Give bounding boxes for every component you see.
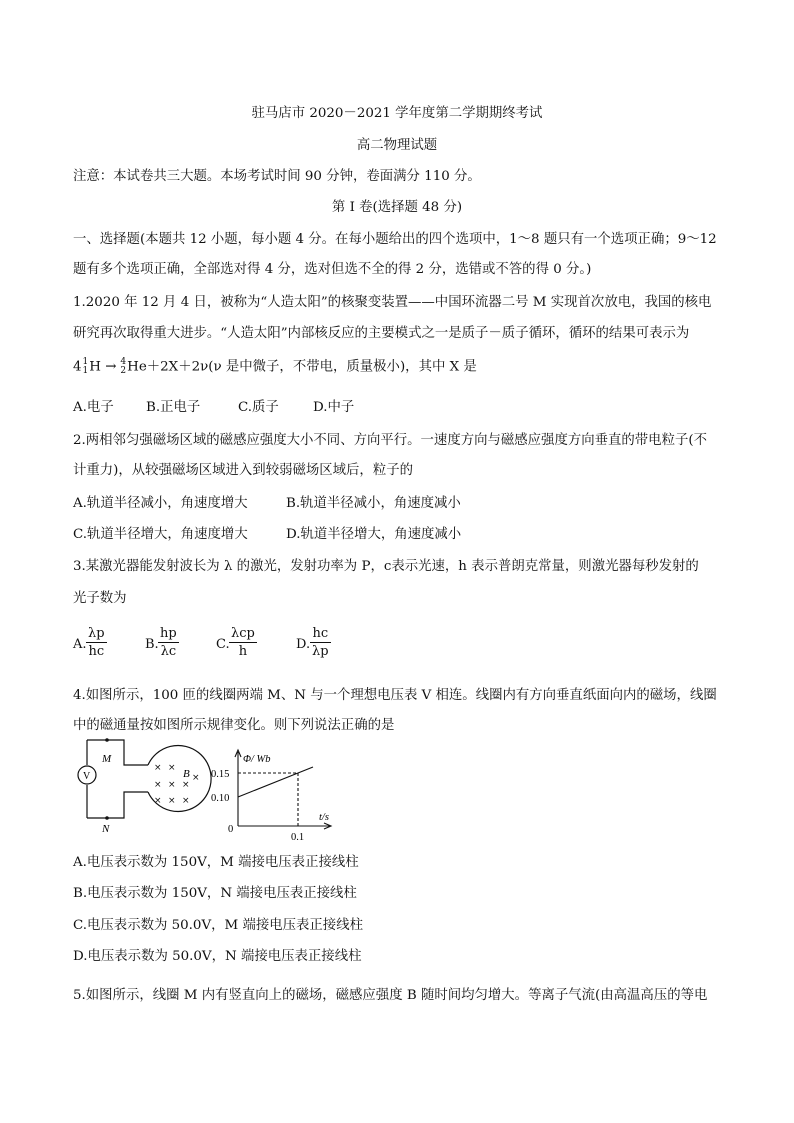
q1-line-1: 1.2020 年 12 月 4 日，被称为“人造太阳”的核聚变装置——中国环流器二号 M 实现首次放电，我国的核电 xyxy=(73,295,712,310)
q2-option-c[interactable]: C.轨道半径增大，角速度增大 xyxy=(73,527,248,542)
q1-option-a[interactable]: A.电子 xyxy=(73,400,114,415)
q3-option-c-numerator: λcp xyxy=(231,626,255,641)
svg-text:×: × xyxy=(154,796,162,806)
q4-line-1: 4.如图所示，100 匝的线圈两端 M、N 与一个理想电压表 V 相连。线圈内有方向垂直纸面向内的磁场，线圈 xyxy=(73,688,717,703)
section-instruction-1: 一、选择题(本题共 12 小题，每小题 4 分。在每小题给出的四个选项中，1～8 题只有一个选项正确；9～12 xyxy=(73,232,717,247)
svg-text:×: × xyxy=(154,780,162,790)
eq-he-mass: 4 xyxy=(120,357,127,367)
svg-text:×: × xyxy=(168,796,176,806)
y-tick-015: 0.15 xyxy=(211,769,230,780)
q3-line-2: 光子数为 xyxy=(73,591,127,606)
terminal-m-dot xyxy=(105,738,109,742)
eq-rest: He＋2X＋2ν(ν 是中微子，不带电，质量极小)，其中 X 是 xyxy=(127,359,477,375)
eq-h: H → xyxy=(89,359,117,375)
q1-line-2: 研究再次取得重大进步。“人造太阳”内部核反应的主要模式之一是质子－质子循环，循环的结果可表示为 xyxy=(73,326,690,341)
q3-option-d-label[interactable]: D. xyxy=(296,637,311,652)
origin-label: 0 xyxy=(228,824,234,835)
q3-option-b-denominator: λc xyxy=(158,642,179,659)
exam-title: 驻马店市 2020－2021 学年度第二学期期终考试 xyxy=(251,106,543,121)
q2-line-1: 2.两相邻匀强磁场区域的磁感应强度大小不同、方向平行。一速度方向与磁感应强度方向垂直的带电粒子(不 xyxy=(73,433,707,448)
q5-line-1: 5.如图所示，线圈 M 内有竖直向上的磁场，磁感应强度 B 随时间均匀增大。等离子气流(由高温高压的等电 xyxy=(73,988,708,1003)
q2-line-2: 计重力)，从较强磁场区域进入到较弱磁场区域后，粒子的 xyxy=(73,463,413,478)
q1-option-c[interactable]: C.质子 xyxy=(238,400,279,415)
q2-option-d[interactable]: D.轨道半径增大，角速度减小 xyxy=(286,527,462,542)
exam-notice: 注意：本试卷共三大题。本场考试时间 90 分钟，卷面满分 110 分。 xyxy=(73,169,481,184)
flux-line-extension xyxy=(298,767,313,773)
y-tick-010: 0.10 xyxy=(211,793,230,804)
q1-option-d[interactable]: D.中子 xyxy=(313,400,355,415)
q1-option-b[interactable]: B.正电子 xyxy=(146,400,201,415)
q3-option-a-numerator: λp xyxy=(88,626,105,641)
field-crosses xyxy=(154,763,200,806)
q3-option-c-label[interactable]: C. xyxy=(216,637,230,652)
wire-top xyxy=(87,740,148,765)
eq-h-charge: 1 xyxy=(82,366,89,376)
q4-option-d[interactable]: D.电压表示数为 50.0V，N 端接电压表正接线柱 xyxy=(73,949,362,964)
eq-he-charge: 2 xyxy=(120,366,127,376)
q3-option-b-label[interactable]: B. xyxy=(145,637,159,652)
svg-text:×: × xyxy=(182,796,190,806)
y-axis-label: Φ/ Wb xyxy=(243,754,271,765)
x-axis-label: t/s xyxy=(319,812,329,823)
q3-line-1: 3.某激光器能发射波长为 λ 的激光，发射功率为 P，c表示光速，h 表示普朗克常量，则激光器每秒发射的 xyxy=(73,559,699,574)
svg-text:×: × xyxy=(182,780,190,790)
q3-option-a-label[interactable]: A. xyxy=(73,637,87,652)
wire-bottom xyxy=(87,792,148,818)
terminal-n-label: N xyxy=(102,823,110,835)
field-b-label: B xyxy=(183,768,190,780)
q2-option-b[interactable]: B.轨道半径减小，角速度减小 xyxy=(286,496,461,511)
eq-coefficient: 4 xyxy=(73,359,82,375)
terminal-n-dot xyxy=(105,816,109,820)
q3-option-d-denominator: λp xyxy=(312,644,329,659)
q3-option-c-denominator: h xyxy=(229,642,257,659)
q3-option-a-denominator: hc xyxy=(86,642,107,659)
svg-text:×: × xyxy=(168,780,176,790)
x-tick-01: 0.1 xyxy=(291,832,305,843)
section-instruction-2: 题有多个选项正确，全部选对得 4 分，选对但选不全的得 2 分，选错或不答的得 0 分。) xyxy=(73,262,592,277)
q4-line-2: 中的磁通量按如图所示规律变化。则下列说法正确的是 xyxy=(73,718,395,733)
q2-option-a[interactable]: A.轨道半径减小，角速度增大 xyxy=(73,496,248,511)
q4-option-a[interactable]: A.电压表示数为 150V，M 端接电压表正接线柱 xyxy=(73,855,359,870)
q3-option-b-numerator: hp xyxy=(160,626,177,641)
part-heading: 第 I 卷(选择题 48 分) xyxy=(331,200,463,215)
terminal-m-label: M xyxy=(102,753,112,765)
q4-option-c[interactable]: C.电压表示数为 50.0V，M 端接电压表正接线柱 xyxy=(73,918,363,933)
exam-subtitle: 高二物理试题 xyxy=(356,138,438,153)
svg-text:×: × xyxy=(154,763,162,773)
svg-text:×: × xyxy=(192,773,200,783)
q3-option-d-numerator: hc xyxy=(312,626,329,641)
q4-option-b[interactable]: B.电压表示数为 150V，N 端接电压表正接线柱 xyxy=(73,886,357,901)
flux-line-main xyxy=(238,773,298,797)
svg-text:×: × xyxy=(168,763,176,773)
eq-h-mass: 1 xyxy=(82,357,89,367)
voltmeter-label: V xyxy=(83,771,91,782)
